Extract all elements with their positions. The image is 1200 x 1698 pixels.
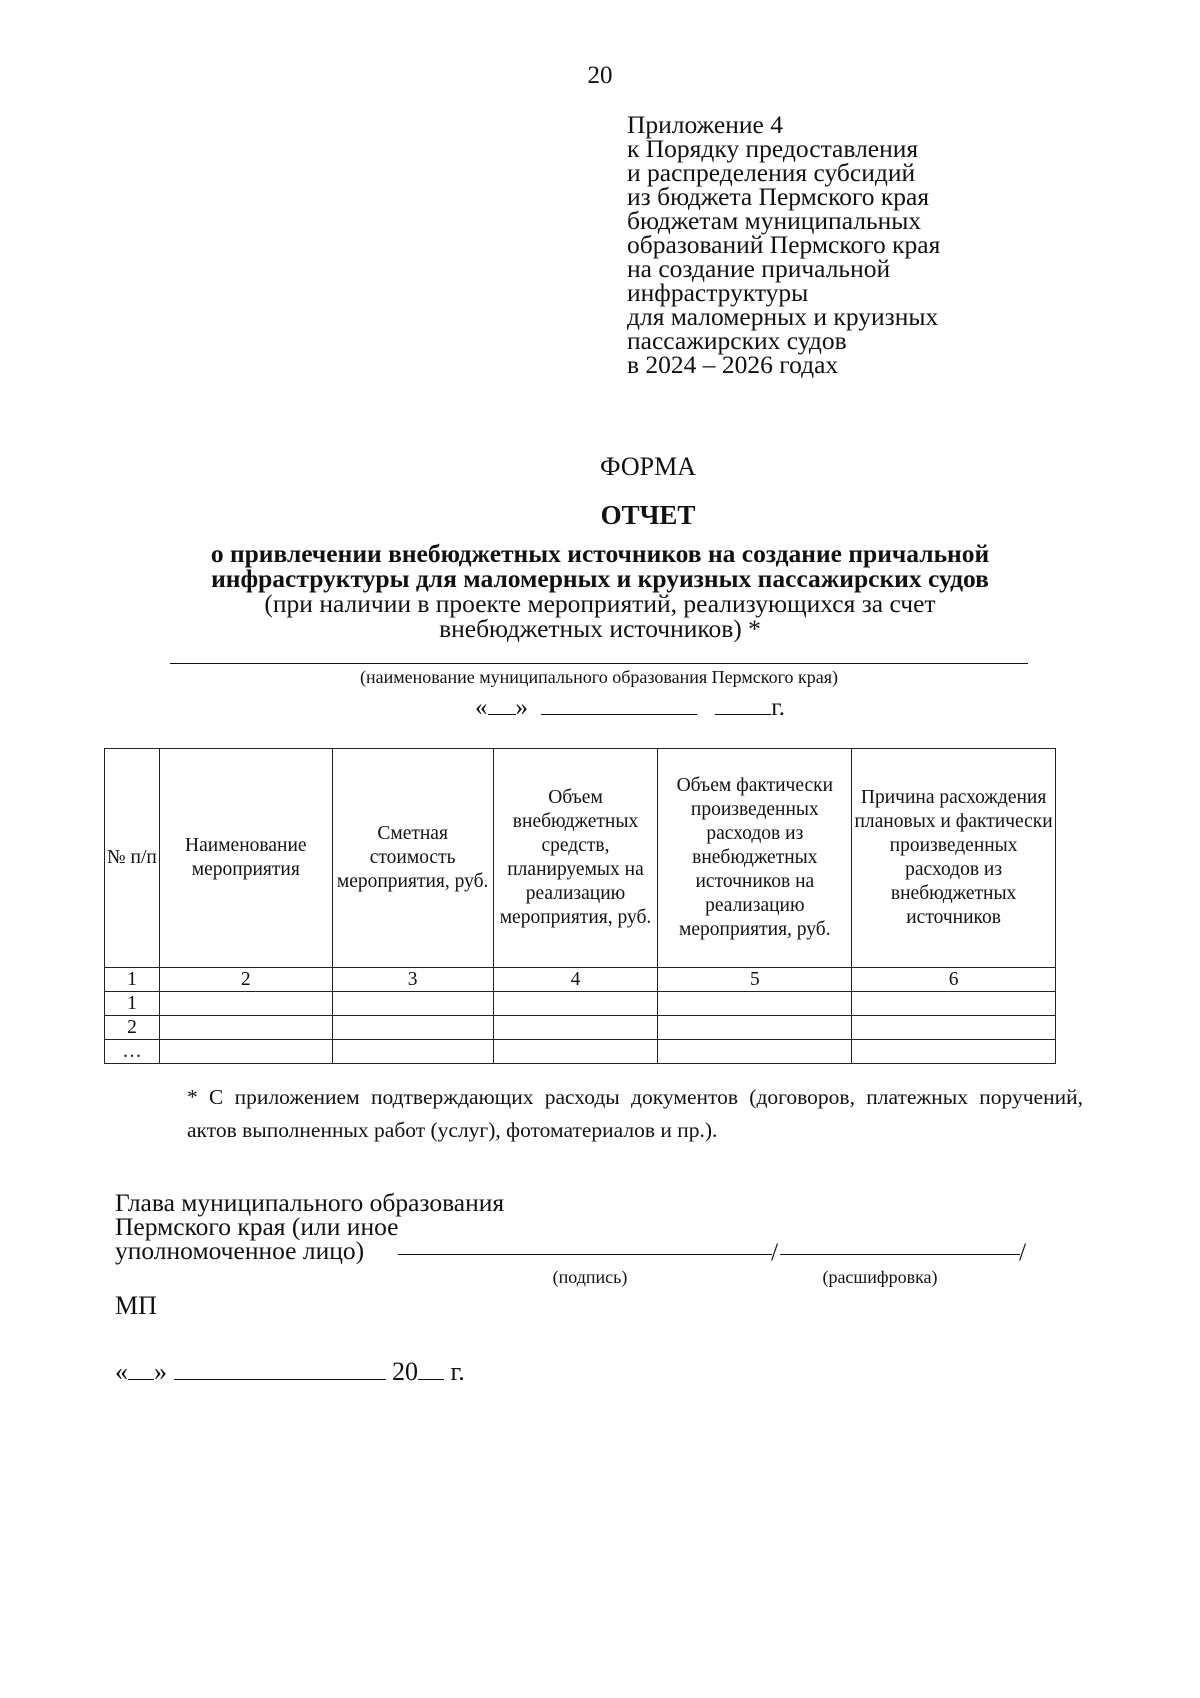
table-cell[interactable]	[852, 1040, 1056, 1064]
column-number: 6	[852, 968, 1056, 992]
table-row	[105, 1016, 1056, 1040]
page-number: 20	[587, 62, 613, 89]
appendix-line: в 2024 – 2026 годах	[627, 350, 839, 379]
table-cell[interactable]	[658, 992, 852, 1016]
month-field[interactable]	[541, 692, 697, 715]
date-year-suffix: г.	[450, 1357, 465, 1386]
table-cell[interactable]	[159, 992, 332, 1016]
date-year-suffix: г.	[771, 694, 785, 721]
column-number: 3	[332, 968, 493, 992]
table-cell: …	[105, 1040, 160, 1064]
signature-caption: (подпись)	[552, 1267, 628, 1287]
table-cell[interactable]	[332, 1040, 493, 1064]
signatory-line: Глава муниципального образования	[115, 1188, 505, 1217]
appendix-line: на создание причальной	[627, 254, 891, 283]
report-table	[104, 748, 1056, 1064]
header-cell: Объем внебюджетных средств, планируемых на реализацию мероприятия, руб.	[493, 749, 658, 968]
report-date-line	[0, 692, 1200, 722]
date-open-quote: «	[475, 694, 488, 721]
date-close-quote: »	[154, 1357, 167, 1386]
report-note-line: внебюджетных источников) *	[439, 614, 761, 643]
slash-separator: /	[1019, 1237, 1027, 1266]
name-decode-field[interactable]	[780, 1254, 1020, 1255]
header-cell: Сметная стоимость мероприятия, руб.	[332, 749, 493, 968]
year-field[interactable]	[418, 1357, 444, 1380]
signatory-block	[115, 1188, 505, 1265]
month-field[interactable]	[174, 1357, 386, 1380]
signatory-line: уполномоченное лицо)	[115, 1236, 365, 1265]
report-subtitle	[150, 541, 1050, 591]
table-cell[interactable]	[159, 1040, 332, 1064]
report-subtitle-line: о привлечении внебюджетных источников на создание причальной	[210, 539, 990, 568]
table-cell[interactable]	[658, 1016, 852, 1040]
header-cell: Причина расхождения плановых и фактически произведенных расходов из внебюджетных источников	[852, 749, 1056, 968]
day-field[interactable]	[128, 1357, 154, 1380]
table-header-row	[105, 749, 1056, 968]
table-cell: 2	[105, 1016, 160, 1040]
table-cell[interactable]	[658, 1040, 852, 1064]
report-note-line: (при наличии в проекте мероприятий, реализующихся за счет	[264, 589, 936, 618]
appendix-line: инфраструктуры	[627, 278, 809, 307]
appendix-line: Приложение 4	[627, 110, 783, 139]
decode-caption: (расшифровка)	[822, 1267, 938, 1287]
report-note	[150, 591, 1050, 641]
day-field[interactable]	[488, 692, 516, 715]
column-number: 5	[658, 968, 852, 992]
appendix-line: из бюджета Пермского края	[627, 182, 930, 211]
table-cell[interactable]	[159, 1016, 332, 1040]
table-cell: 1	[105, 992, 160, 1016]
slash-separator: /	[771, 1237, 779, 1266]
table-cell[interactable]	[332, 1016, 493, 1040]
column-number-row	[105, 968, 1056, 992]
table-cell[interactable]	[852, 1016, 1056, 1040]
table-row	[105, 1040, 1056, 1064]
report-subtitle-line: инфраструктуры для маломерных и круизных пассажирских судов	[211, 564, 989, 593]
header-cell: № п/п	[105, 749, 160, 968]
column-number: 1	[105, 968, 160, 992]
footnote	[115, 1081, 1083, 1147]
header-cell: Объем фактически произведенных расходов из внебюджетных источников на реализацию мероприятия, руб.	[658, 749, 852, 968]
municipality-fill-line[interactable]	[170, 663, 1028, 664]
signing-date-line	[115, 1357, 465, 1387]
column-number: 4	[493, 968, 658, 992]
appendix-line: и распределения субсидий	[627, 158, 916, 187]
form-label: ФОРМА	[600, 452, 696, 481]
table-row	[105, 992, 1056, 1016]
appendix-header	[627, 110, 1047, 379]
footnote-text: * С приложением подтверждающих расходы документов (договоров, платежных поручений, актов выполненных работ (услуг), фотоматериалов и пр.).	[187, 1085, 1083, 1142]
report-title: ОТЧЕТ	[600, 500, 696, 530]
table-cell[interactable]	[493, 1040, 658, 1064]
year-prefix: 20	[392, 1357, 418, 1386]
appendix-line: бюджетам муниципальных	[627, 206, 922, 235]
column-number: 2	[159, 968, 332, 992]
appendix-line: к Порядку предоставления	[627, 134, 919, 163]
signatory-line: Пермского края (или иное	[115, 1212, 399, 1241]
appendix-line: образований Пермского края	[627, 230, 941, 259]
date-open-quote: «	[115, 1357, 128, 1386]
year-field[interactable]	[715, 692, 771, 715]
stamp-label: МП	[115, 1291, 157, 1320]
header-cell: Наименование мероприятия	[159, 749, 332, 968]
table-cell[interactable]	[493, 992, 658, 1016]
table-cell[interactable]	[332, 992, 493, 1016]
date-close-quote: »	[515, 694, 529, 721]
signature-field[interactable]	[398, 1254, 772, 1255]
appendix-line: пассажирских судов	[627, 326, 847, 355]
municipality-caption: (наименование муниципального образования Пермского края)	[359, 667, 839, 687]
table-cell[interactable]	[852, 992, 1056, 1016]
table-cell[interactable]	[493, 1016, 658, 1040]
appendix-line: для маломерных и круизных	[627, 302, 939, 331]
